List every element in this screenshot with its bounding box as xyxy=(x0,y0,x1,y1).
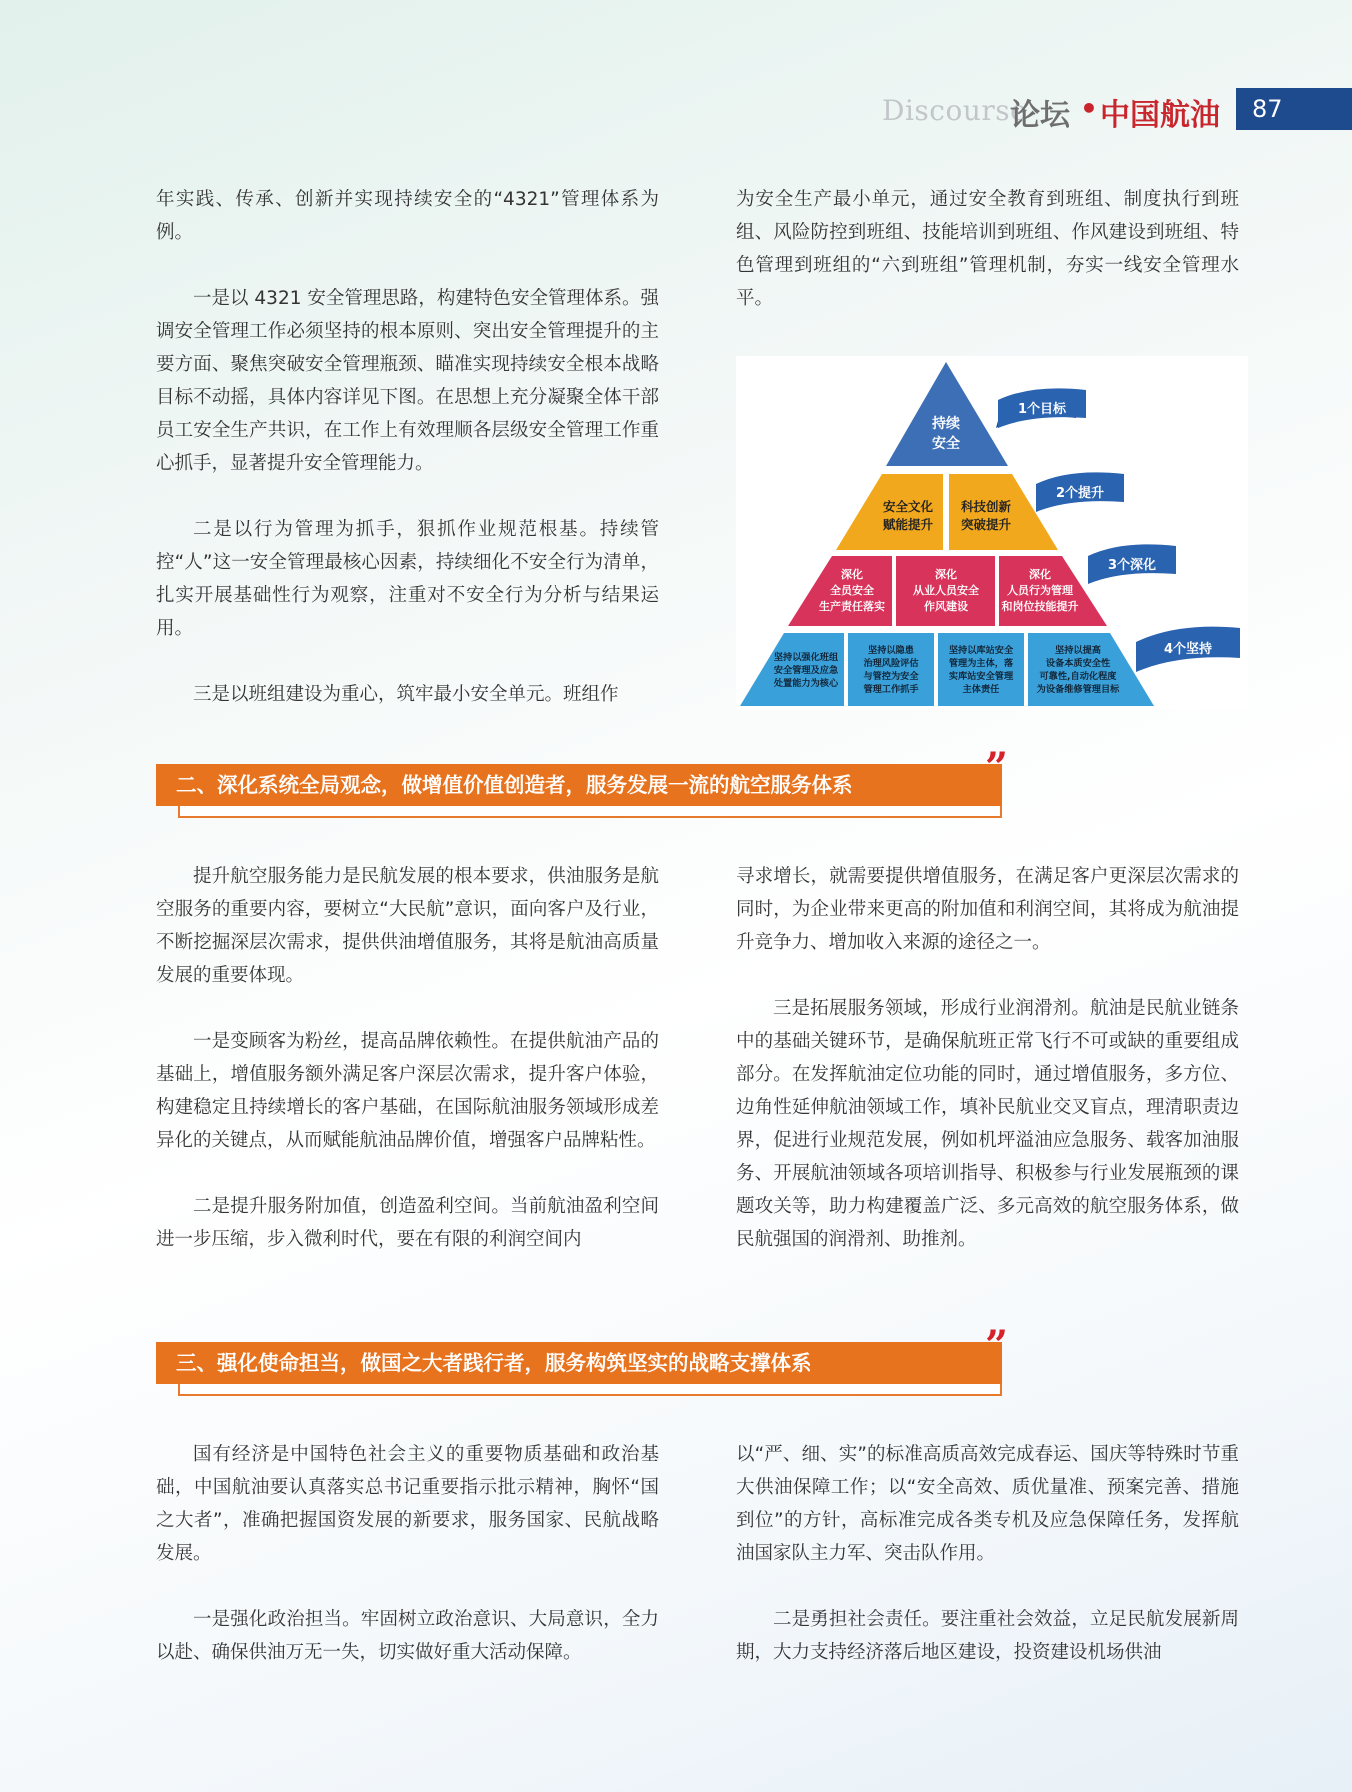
level4-text: 实库站安全管理 xyxy=(948,671,1014,682)
paragraph: 寻求增长，就需要提供增值服务，在满足客户更深层次需求的同时，为企业带来更高的附加值和利润空间，其将成为航油提升竞争力、增加收入来源的途径之一。 xyxy=(736,866,1239,953)
label-text: 3个深化 xyxy=(1107,558,1157,573)
level4-text: 坚持以库站安全 xyxy=(948,645,1014,656)
level3-text: 和岗位技能提升 xyxy=(1001,600,1079,613)
label-ribbon-1 xyxy=(996,388,1086,428)
label-ribbon-3 xyxy=(1088,544,1176,584)
page-header xyxy=(0,88,1352,134)
level4-text: 与管控为安全 xyxy=(863,671,919,682)
paragraph: 二是勇担社会责任。要注重社会效益，立足民航发展新周期，大力支持经济落后地区建设，投资建设机场供油 xyxy=(736,1609,1239,1663)
level4-text: 坚持以强化班组 xyxy=(773,652,839,663)
section3-banner xyxy=(156,1322,1008,1388)
level3-text: 深化 xyxy=(1029,568,1051,581)
level4-text: 主体责任 xyxy=(962,684,1000,695)
level2-text: 安全文化 xyxy=(882,499,934,514)
quote-mark-icon: ” xyxy=(984,744,1008,791)
paragraph: 三是拓展服务领域，形成行业润滑剂。航油是民航业链条中的基础关键环节，是确保航班正常飞行不可或缺的重要组成部分。在发挥航油定位功能的同时，通过增值服务，多方位、边角性延伸航油领域工作，填补民航业交叉盲点，理清职责边界，促进行业规范发展，例如机坪溢油应急服务、载客加油服务、开展航油领域各项培训指导、积极参与行业发展瓶颈的课题攻关等，助力构建覆盖广泛、多元高效的航空服务体系，做民航强国的润滑剂、助推剂。 xyxy=(736,998,1239,1250)
paragraph: 一是强化政治担当。牢固树立政治意识、大局意识，全力以赴、确保供油万无一失，切实做好重大活动保障。 xyxy=(156,1609,659,1663)
pyramid-diagram xyxy=(736,356,1248,710)
level4-text: 设备本质安全性 xyxy=(1045,658,1111,669)
quote-mark-icon: ” xyxy=(984,1322,1008,1369)
level1-line: 安全 xyxy=(932,436,960,452)
pyramid-svg xyxy=(736,356,1248,710)
level3-text: 从业人员安全 xyxy=(913,584,979,597)
level4-text: 为设备维修管理目标 xyxy=(1036,684,1120,695)
label-ribbon-2 xyxy=(1036,472,1124,512)
pyramid-level4-3 xyxy=(938,633,1024,706)
level2-text: 突破提升 xyxy=(960,517,1012,532)
paragraph: 三是以班组建设为重心，筑牢最小安全单元。班组作 xyxy=(193,684,619,705)
header-dot: • xyxy=(1080,92,1098,125)
level3-text: 人员行为管理 xyxy=(1007,584,1073,597)
level3-text: 作风建设 xyxy=(924,600,968,613)
level4-text: 坚持以提高 xyxy=(1055,645,1101,656)
level2-text: 赋能提升 xyxy=(882,517,934,532)
page-number: 87 xyxy=(1236,88,1352,130)
paragraph: 国有经济是中国特色社会主义的重要物质基础和政治基础，中国航油要认真落实总书记重要指示批示精神，胸怀“国之大者”，准确把握国资发展的新要求，服务国家、民航战略发展。 xyxy=(156,1444,659,1564)
section3-right-column xyxy=(736,1438,1239,1702)
top-right-column xyxy=(736,183,1239,348)
header-brand: 中国航油 xyxy=(1100,98,1220,133)
pyramid-level4-4 xyxy=(1028,633,1154,706)
label-text: 1个目标 xyxy=(1017,402,1067,417)
level3-text: 深化 xyxy=(841,568,863,581)
paragraph: 二是提升服务附加值，创造盈利空间。当前航油盈利空间进一步压缩，步入微利时代，要在有限的利润空间内 xyxy=(156,1196,659,1250)
label-ribbon-4 xyxy=(1136,627,1240,672)
level4-text: 可靠性,自动化程度 xyxy=(1039,671,1117,682)
level4-text: 坚持以隐患 xyxy=(868,645,914,656)
section2-left-column xyxy=(156,860,659,1289)
paragraph: 一是变顾客为粉丝，提高品牌依赖性。在提供航油产品的基础上，增值服务额外满足客户深层次需求，提升客户体验，构建稳定且持续增长的客户基础，在国际航油服务领域形成差异化的关键点，从而赋能航油品牌价值，增强客户品牌粘性。 xyxy=(156,1031,659,1151)
header-discourse: Discourse xyxy=(882,94,1028,127)
paragraph: 二是以行为管理为抓手，狠抓作业规范根基。持续管控“人”这一安全管理最核心因素，持续细化不安全行为清单，扎实开展基础性行为观察，注重对不安全行为分析与结果运用。 xyxy=(156,519,659,639)
section3-left-column xyxy=(156,1438,659,1702)
section2-right-column xyxy=(736,860,1239,1289)
paragraph: 为安全生产最小单元，通过安全教育到班组、制度执行到班组、风险防控到班组、技能培训到班组、作风建设到班组、特色管理到班组的“六到班组”管理机制，夯实一线安全管理水平。 xyxy=(736,189,1239,309)
paragraph: 以“严、细、实”的标准高质高效完成春运、国庆等特殊时节重大供油保障工作；以“安全高效、质优量准、预案完善、措施到位”的方针，高标准完成各类专机及应急保障任务，发挥航油国家队主力军、突击队作用。 xyxy=(736,1444,1239,1564)
level4-text: 安全管理及应急 xyxy=(773,665,839,676)
level3-text: 深化 xyxy=(935,568,957,581)
level4-text: 治理风险评估 xyxy=(863,658,919,669)
label-text: 4个坚持 xyxy=(1163,642,1213,657)
level3-text: 全员安全 xyxy=(830,584,874,597)
paragraph: 年实践、传承、创新并实现持续安全的“4321”管理体系为例。 xyxy=(156,189,659,243)
label-text: 2个提升 xyxy=(1055,486,1105,501)
level1-line: 持续 xyxy=(932,416,960,432)
level3-text: 生产责任落实 xyxy=(819,600,885,613)
paragraph: 提升航空服务能力是民航发展的根本要求，供油服务是航空服务的重要内容，要树立“大民航”意识，面向客户及行业，不断挖掘深层次需求，提供供油增值服务，其将是航油高质量发展的重要体现。 xyxy=(156,866,659,986)
level4-text: 管理为主体，落 xyxy=(948,658,1014,669)
pyramid-level4-2 xyxy=(848,633,934,706)
header-section: 论坛 xyxy=(1010,98,1070,133)
section2-banner xyxy=(156,744,1008,810)
level2-text: 科技创新 xyxy=(960,499,1012,514)
section2-title: 二、深化系统全局观念，做增值价值创造者，服务发展一流的航空服务体系 xyxy=(176,773,853,797)
level4-text: 处置能力为核心 xyxy=(773,678,839,689)
level4-text: 管理工作抓手 xyxy=(863,684,919,695)
paragraph: 一是以 4321 安全管理思路，构建特色安全管理体系。强调安全管理工作必须坚持的根本原则、突出安全管理提升的主要方面、聚焦突破安全管理瓶颈、瞄准实现持续安全根本战略目标不动摇，具体内容详见下图。在思想上充分凝聚全体干部员工安全生产共识，在工作上有效理顺各层级安全管理工作重心抓手，显著提升安全管理能力。 xyxy=(156,288,659,474)
section3-title: 三、强化使命担当，做国之大者践行者，服务构筑坚实的战略支撑体系 xyxy=(176,1351,812,1375)
top-left-column xyxy=(156,183,659,744)
